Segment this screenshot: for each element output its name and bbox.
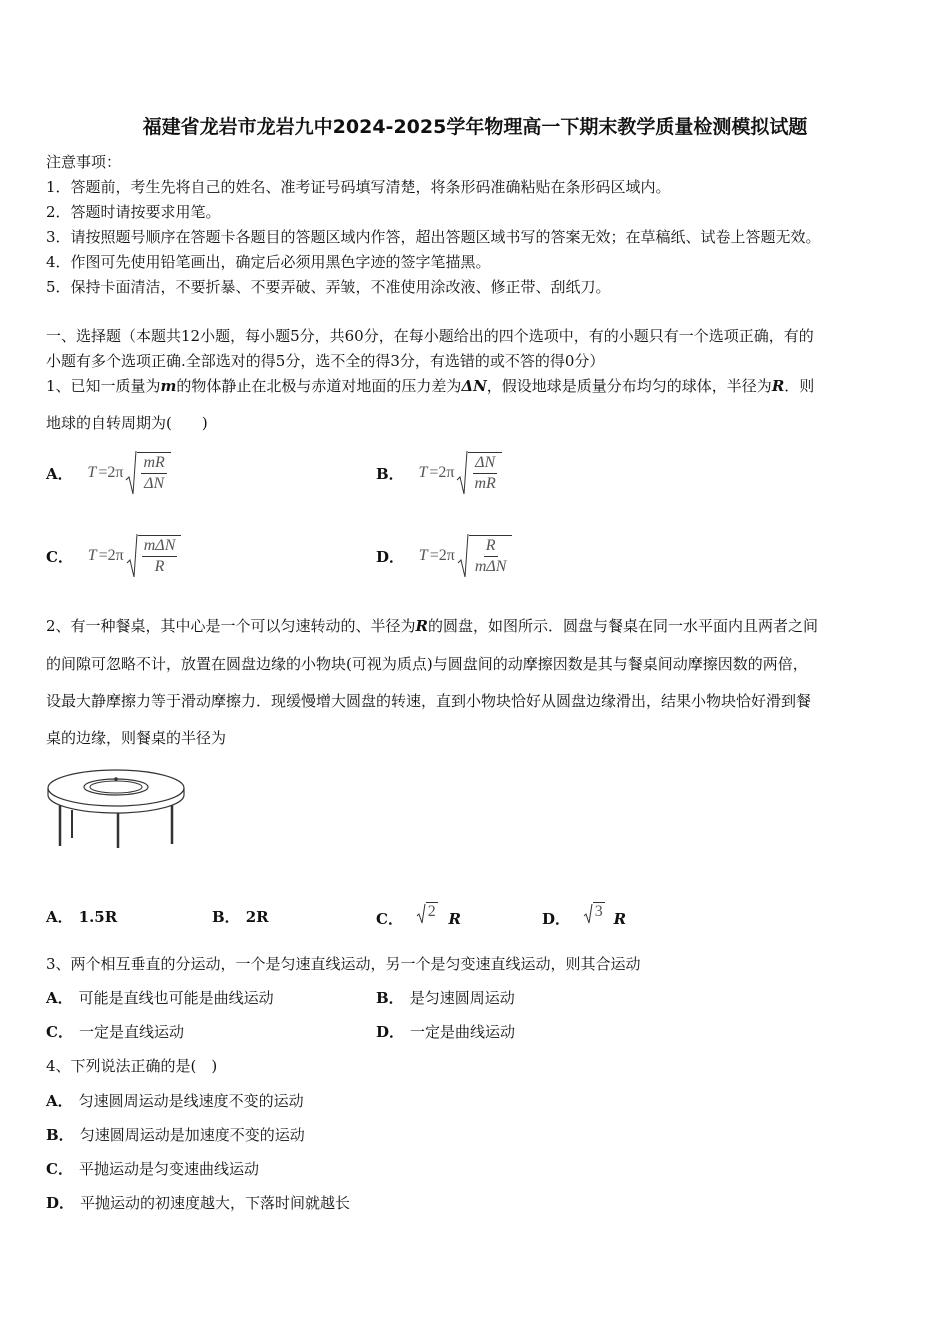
notice-item: 5．保持卡面清洁，不要折暴、不要弄破、弄皱，不准使用涂改液、修正带、刮纸刀。 [46, 278, 611, 296]
question-2-stem-cont: 的间隙可忽略不计，放置在圆盘边缘的小物块(可视为质点)与圆盘间的动摩擦因数是其与餐桌间动摩擦因数的两倍， [46, 655, 808, 673]
q4-option-d[interactable]: D． 平抛运动的初速度越大，下落时间就越长 [46, 1194, 351, 1212]
section-heading-cont: 小题有多个选项正确.全部选对的得5分，选不全的得3分，有选错的或不答的得0分） [46, 352, 605, 370]
notice-item: 1．答题前，考生先将自己的姓名、准考证号码填写清楚，将条形码准确粘贴在条形码区域内。 [46, 178, 671, 196]
q1-option-d[interactable]: D． T =2π $\frac{R}{\text{mΔN}}$ [376, 533, 512, 579]
q3-option-c[interactable]: C． 一定是直线运动 [46, 1023, 184, 1041]
q4-option-a[interactable]: A． 匀速圆周运动是线速度不变的运动 [46, 1092, 304, 1110]
notice-item: 3．请按照题号顺序在答题卡各题目的答题区域内作答，超出答题区域书写的答案无效；在草稿纸、试卷上答题无效。 [46, 228, 821, 246]
question-3-stem: 3、两个相互垂直的分运动，一个是匀速直线运动，另一个是匀变速直线运动，则其合运动 [46, 955, 641, 973]
page-title: 福建省龙岩市龙岩九中2024-2025学年物理高一下期末教学质量检测模拟试题 [142, 116, 808, 138]
q2-option-a[interactable]: A． 1.5R [46, 908, 118, 926]
question-2-stem-cont: 桌的边缘，则餐桌的半径为 [46, 729, 227, 747]
question-1-stem: 1、已知一质量为m的物体静止在北极与赤道对地面的压力差为ΔN，假设地球是质量分布均匀的球体，半径为R．则 [46, 377, 815, 395]
q3-option-a[interactable]: A． 可能是直线也可能是曲线运动 [46, 989, 274, 1007]
q4-option-b[interactable]: B． 匀速圆周运动是加速度不变的运动 [46, 1126, 305, 1144]
question-4-stem: 4、下列说法正确的是( ) [46, 1057, 218, 1075]
question-1-stem-cont: 地球的自转周期为( ) [46, 414, 208, 432]
q2-option-d[interactable]: D． 3 R [542, 903, 627, 928]
question-2-stem: 2、有一种餐桌，其中心是一个可以匀速转动的、半径为R的圆盘，如图所示．圆盘与餐桌在同一水平面内且两者之间 [46, 617, 819, 635]
q3-option-b[interactable]: B． 是匀速圆周运动 [376, 989, 515, 1007]
section-heading: 一、选择题（本题共12小题，每小题5分，共60分，在每小题给出的四个选项中，有的小题只有一个选项正确，有的 [46, 327, 814, 345]
notice-heading: 注意事项： [46, 153, 122, 171]
q1-option-a[interactable]: A． T =2π $\frac{mR}{\Delta N}$ [46, 450, 171, 496]
q3-option-d[interactable]: D． 一定是曲线运动 [376, 1023, 516, 1041]
q1-option-b[interactable]: B． T =2π $\frac{\Delta N}{mR}$ [376, 450, 502, 496]
notice-item: 2．答题时请按要求用笔。 [46, 203, 221, 221]
q4-option-c[interactable]: C． 平抛运动是匀变速曲线运动 [46, 1160, 259, 1178]
q2-option-b[interactable]: B． 2R [212, 908, 269, 926]
notice-item: 4．作图可先使用铅笔画出，确定后必须用黑色字迹的签字笔描黑。 [46, 253, 491, 271]
dining-table-figure [46, 768, 188, 850]
q1-option-c[interactable]: C． T =2π $\frac{\text{mΔN}}{R}$ [46, 533, 181, 579]
q2-option-c[interactable]: C． 2 R [376, 903, 461, 928]
question-2-stem-cont: 设最大静摩擦力等于滑动摩擦力．现缓慢增大圆盘的转速，直到小物块恰好从圆盘边缘滑出，结果小物块恰好滑到餐 [46, 692, 812, 710]
